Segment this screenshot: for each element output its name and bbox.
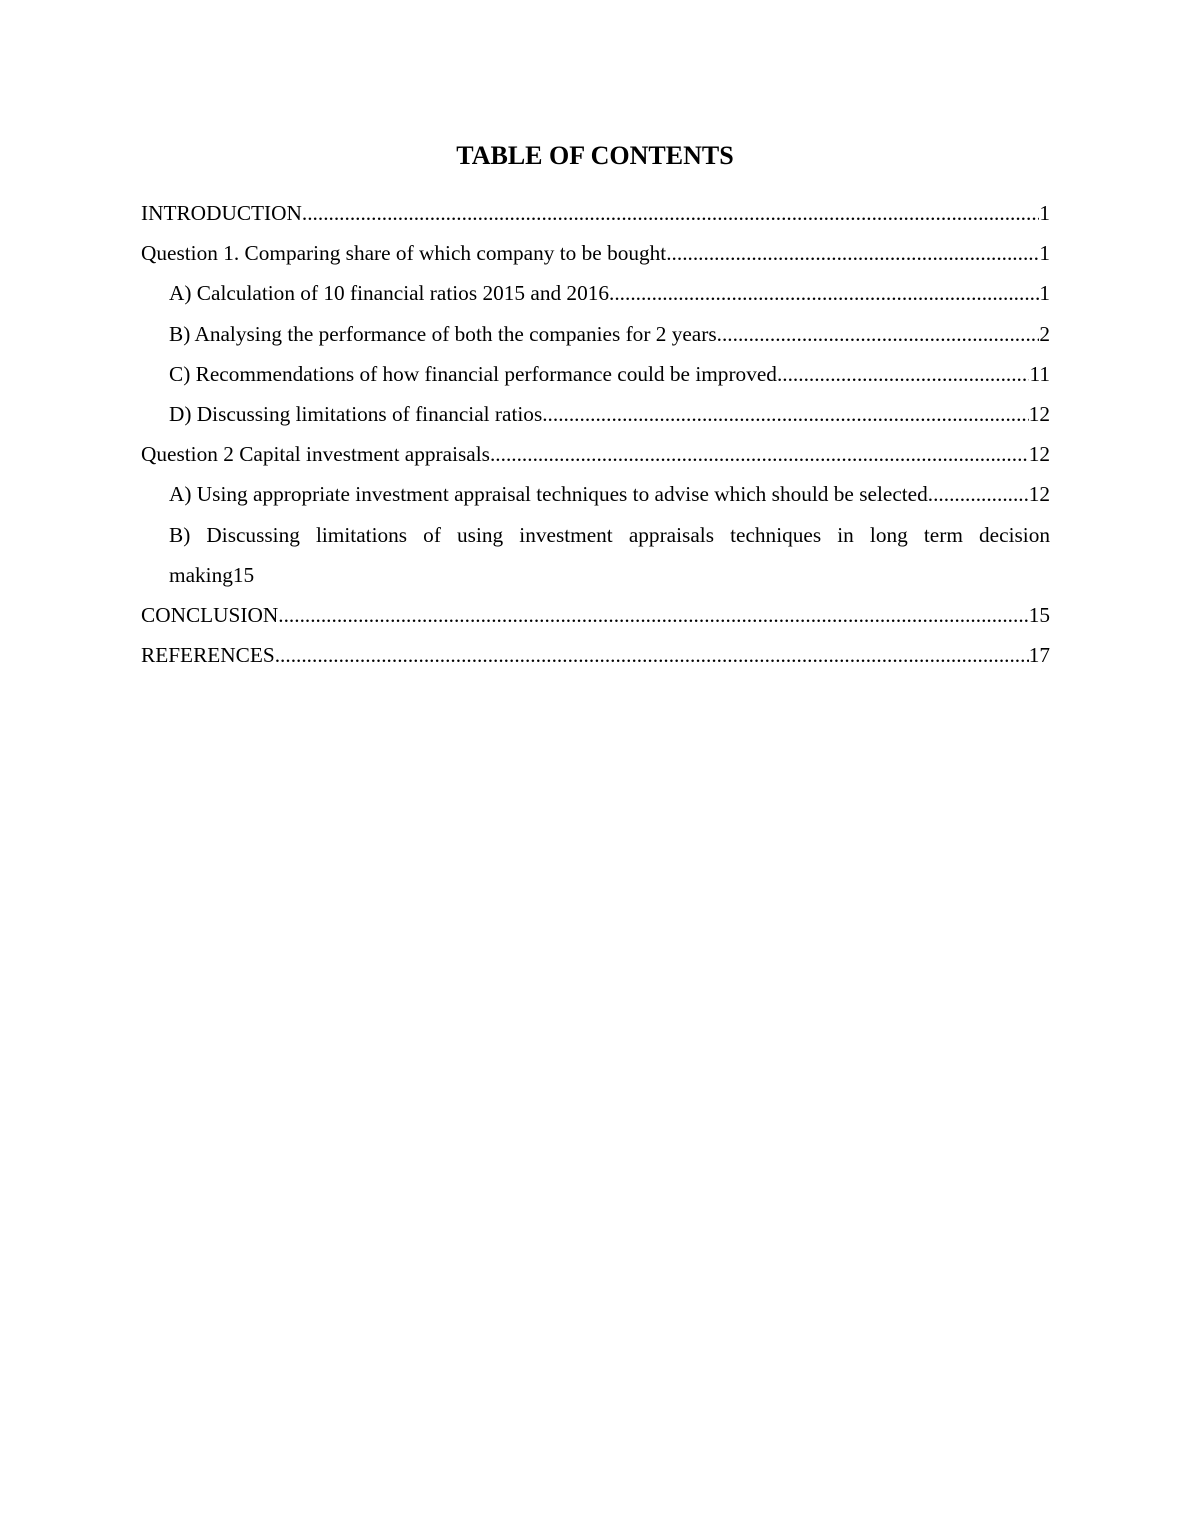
toc-entry-q2-b[interactable] (141, 515, 1050, 595)
toc-leader-dots (542, 394, 1028, 434)
toc-leader-dots (275, 635, 1029, 675)
toc-page-number: 15 (1028, 602, 1050, 627)
toc-page-number: 1 (1039, 281, 1050, 306)
toc-entry-q1-c[interactable] (141, 354, 1050, 394)
toc-entry-text: A) Calculation of 10 financial ratios 2015 and 2016 (169, 281, 610, 306)
toc-entry-q1-d[interactable] (141, 394, 1050, 434)
toc-leader-dots (777, 354, 1030, 394)
toc-page-number: 1 (1039, 201, 1050, 225)
toc-leader-dots (490, 434, 1029, 474)
toc-entry-references[interactable] (141, 635, 1050, 675)
toc-entry-q2-a[interactable] (141, 474, 1050, 514)
toc-list (141, 193, 1050, 675)
toc-entry-text: B) Analysing the performance of both the companies for 2 years (169, 321, 717, 346)
toc-entry-line-2 (169, 555, 1050, 595)
toc-entry-text-line-2: making (169, 562, 233, 587)
toc-leader-dots (933, 474, 1029, 514)
toc-entry-text: A) Using appropriate investment appraisal techniques to advise which should be selected. (169, 482, 934, 507)
toc-entry-text: CONCLUSION (141, 602, 279, 627)
toc-entry-text: C) Recommendations of how financial performance could be improved (169, 361, 777, 386)
toc-page-number: 12 (1028, 401, 1050, 426)
toc-leader-dots (609, 273, 1039, 313)
toc-entry-conclusion[interactable] (141, 595, 1050, 635)
toc-entry-question-1[interactable] (141, 233, 1050, 273)
toc-leader-dots (302, 193, 1039, 233)
toc-title: TABLE OF CONTENTS (456, 141, 734, 170)
toc-page-number: 15 (232, 562, 255, 587)
toc-entry-text: INTRODUCTION (141, 201, 302, 225)
toc-entry-introduction[interactable] (141, 193, 1050, 233)
toc-leader-dots (278, 595, 1028, 635)
toc-leader-dots (666, 233, 1039, 273)
toc-page-number: 2 (1039, 321, 1050, 346)
toc-entry-q1-b[interactable] (141, 314, 1050, 354)
toc-leader-dots (717, 314, 1040, 354)
toc-page-number: 17 (1028, 643, 1050, 668)
toc-entry-text-line-1: B) Discussing limitations of using investment appraisals techniques in long term decision (169, 522, 1050, 547)
toc-page-number: 11 (1029, 361, 1050, 386)
toc-entry-text: D) Discussing limitations of financial ratios (169, 401, 543, 426)
toc-page-number: 12 (1028, 482, 1050, 507)
toc-entry-q1-a[interactable] (141, 273, 1050, 313)
toc-page-number: 12 (1028, 442, 1050, 467)
toc-entry-question-2[interactable] (141, 434, 1050, 474)
toc-page-number: 1 (1039, 241, 1050, 266)
toc-entry-text: Question 2 Capital investment appraisals (141, 442, 490, 467)
toc-entry-text: Question 1. Comparing share of which company to be bought (141, 241, 667, 266)
toc-entry-text: REFERENCES (141, 643, 275, 668)
